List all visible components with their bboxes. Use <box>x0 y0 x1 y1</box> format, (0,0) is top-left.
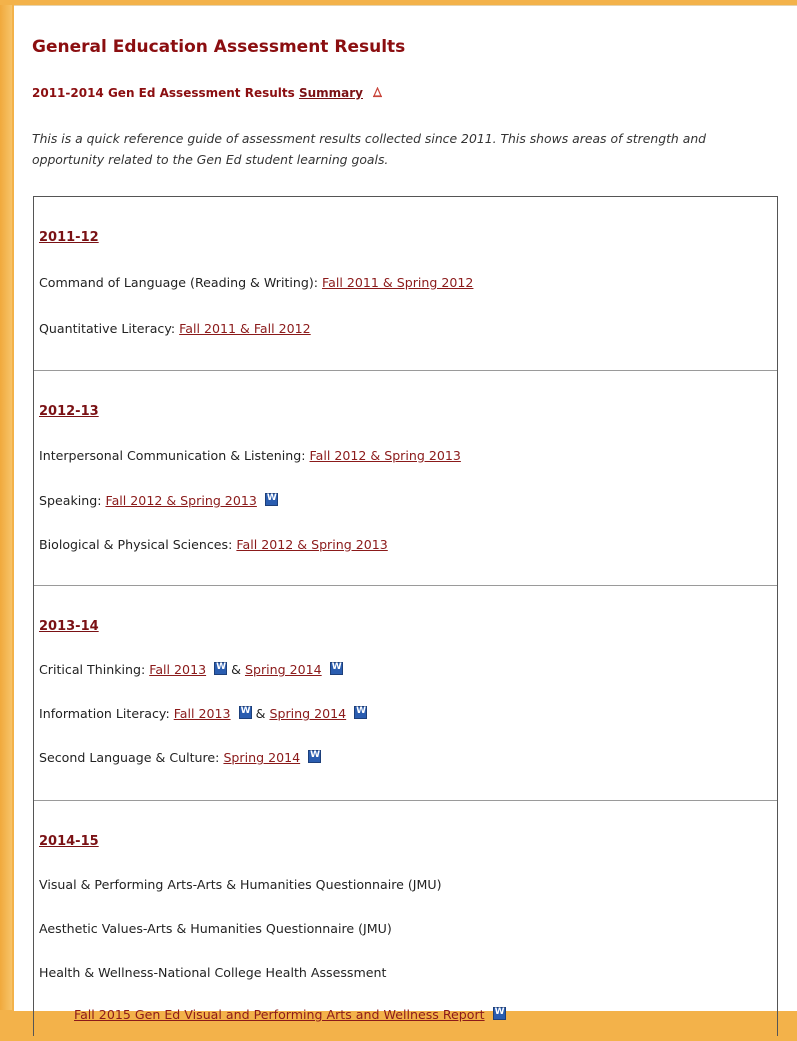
summary-line <box>32 86 383 100</box>
summary-link[interactable]: Summary <box>298 86 363 100</box>
item-link[interactable]: Fall 2015 Gen Ed Visual and Performing Arts and Wellness Report <box>74 1007 485 1022</box>
item-link[interactable]: Fall 2012 & Spring 2013 <box>309 448 461 463</box>
section-2011-12 <box>34 197 777 371</box>
year-link-2013-14[interactable]: 2013-14 <box>39 619 99 634</box>
list-item <box>39 750 321 765</box>
list-item <box>39 448 461 463</box>
item-link[interactable]: Spring 2014 <box>223 750 301 765</box>
word-doc-icon[interactable] <box>239 706 252 719</box>
item-label: Quantitative Literacy: <box>39 321 176 336</box>
item-label: Information Literacy: <box>39 706 170 721</box>
item-label: Biological & Physical Sciences: <box>39 537 233 552</box>
cut-off-report-link <box>74 1007 506 1022</box>
section-2013-14 <box>34 586 777 801</box>
item-label: Visual & Performing Arts-Arts & Humanities Questionnaire (JMU) <box>39 877 442 892</box>
word-doc-icon[interactable] <box>308 750 321 763</box>
item-link[interactable]: Fall 2013 <box>149 662 207 677</box>
word-doc-icon[interactable] <box>214 662 227 675</box>
item-link[interactable]: Spring 2014 <box>269 706 347 721</box>
item-link[interactable]: Fall 2011 & Spring 2012 <box>322 275 474 290</box>
list-item <box>39 321 311 336</box>
list-item <box>39 706 367 721</box>
results-table <box>33 196 778 1036</box>
item-separator: & <box>231 662 241 677</box>
section-2014-15 <box>34 801 777 1041</box>
section-2012-13 <box>34 371 777 586</box>
list-item <box>39 493 278 508</box>
item-label: Interpersonal Communication & Listening: <box>39 448 306 463</box>
item-link[interactable]: Spring 2014 <box>244 662 322 677</box>
item-link[interactable]: Fall 2013 <box>173 706 231 721</box>
item-separator: & <box>255 706 266 721</box>
item-label: Speaking: <box>39 493 102 508</box>
item-label: Health & Wellness-National College Health Assessment <box>39 965 387 980</box>
content-area <box>14 5 797 1022</box>
item-label: Aesthetic Values-Arts & Humanities Questionnaire (JMU) <box>39 921 392 936</box>
list-item <box>39 965 386 980</box>
pdf-icon[interactable] <box>372 87 383 98</box>
page-title: General Education Assessment Results <box>32 37 406 57</box>
word-doc-icon[interactable] <box>493 1007 506 1020</box>
year-link-2011-12[interactable]: 2011-12 <box>39 230 99 245</box>
left-border-strip <box>0 0 12 1010</box>
summary-prefix: 2011-2014 Gen Ed Assessment Results <box>32 86 295 100</box>
item-link[interactable]: Fall 2012 & Spring 2013 <box>236 537 388 552</box>
word-doc-icon[interactable] <box>330 662 343 675</box>
list-item <box>39 877 441 892</box>
intro-text: This is a quick reference guide of assessment results collected since 2011. This shows areas of strength and opportunity related to the Gen Ed student learning goals. <box>32 131 707 167</box>
item-label: Command of Language (Reading & Writing): <box>39 275 319 290</box>
item-label: Critical Thinking: <box>39 662 146 677</box>
item-link[interactable]: Fall 2012 & Spring 2013 <box>105 493 257 508</box>
item-label: Second Language & Culture: <box>39 750 220 765</box>
list-item <box>39 662 343 677</box>
year-link-2014-15[interactable]: 2014-15 <box>39 834 99 849</box>
list-item <box>39 537 388 552</box>
list-item <box>39 275 473 290</box>
year-link-2012-13[interactable]: 2012-13 <box>39 404 99 419</box>
item-link[interactable]: Fall 2011 & Fall 2012 <box>179 321 311 336</box>
list-item <box>39 921 392 936</box>
word-doc-icon[interactable] <box>265 493 278 506</box>
word-doc-icon[interactable] <box>354 706 367 719</box>
